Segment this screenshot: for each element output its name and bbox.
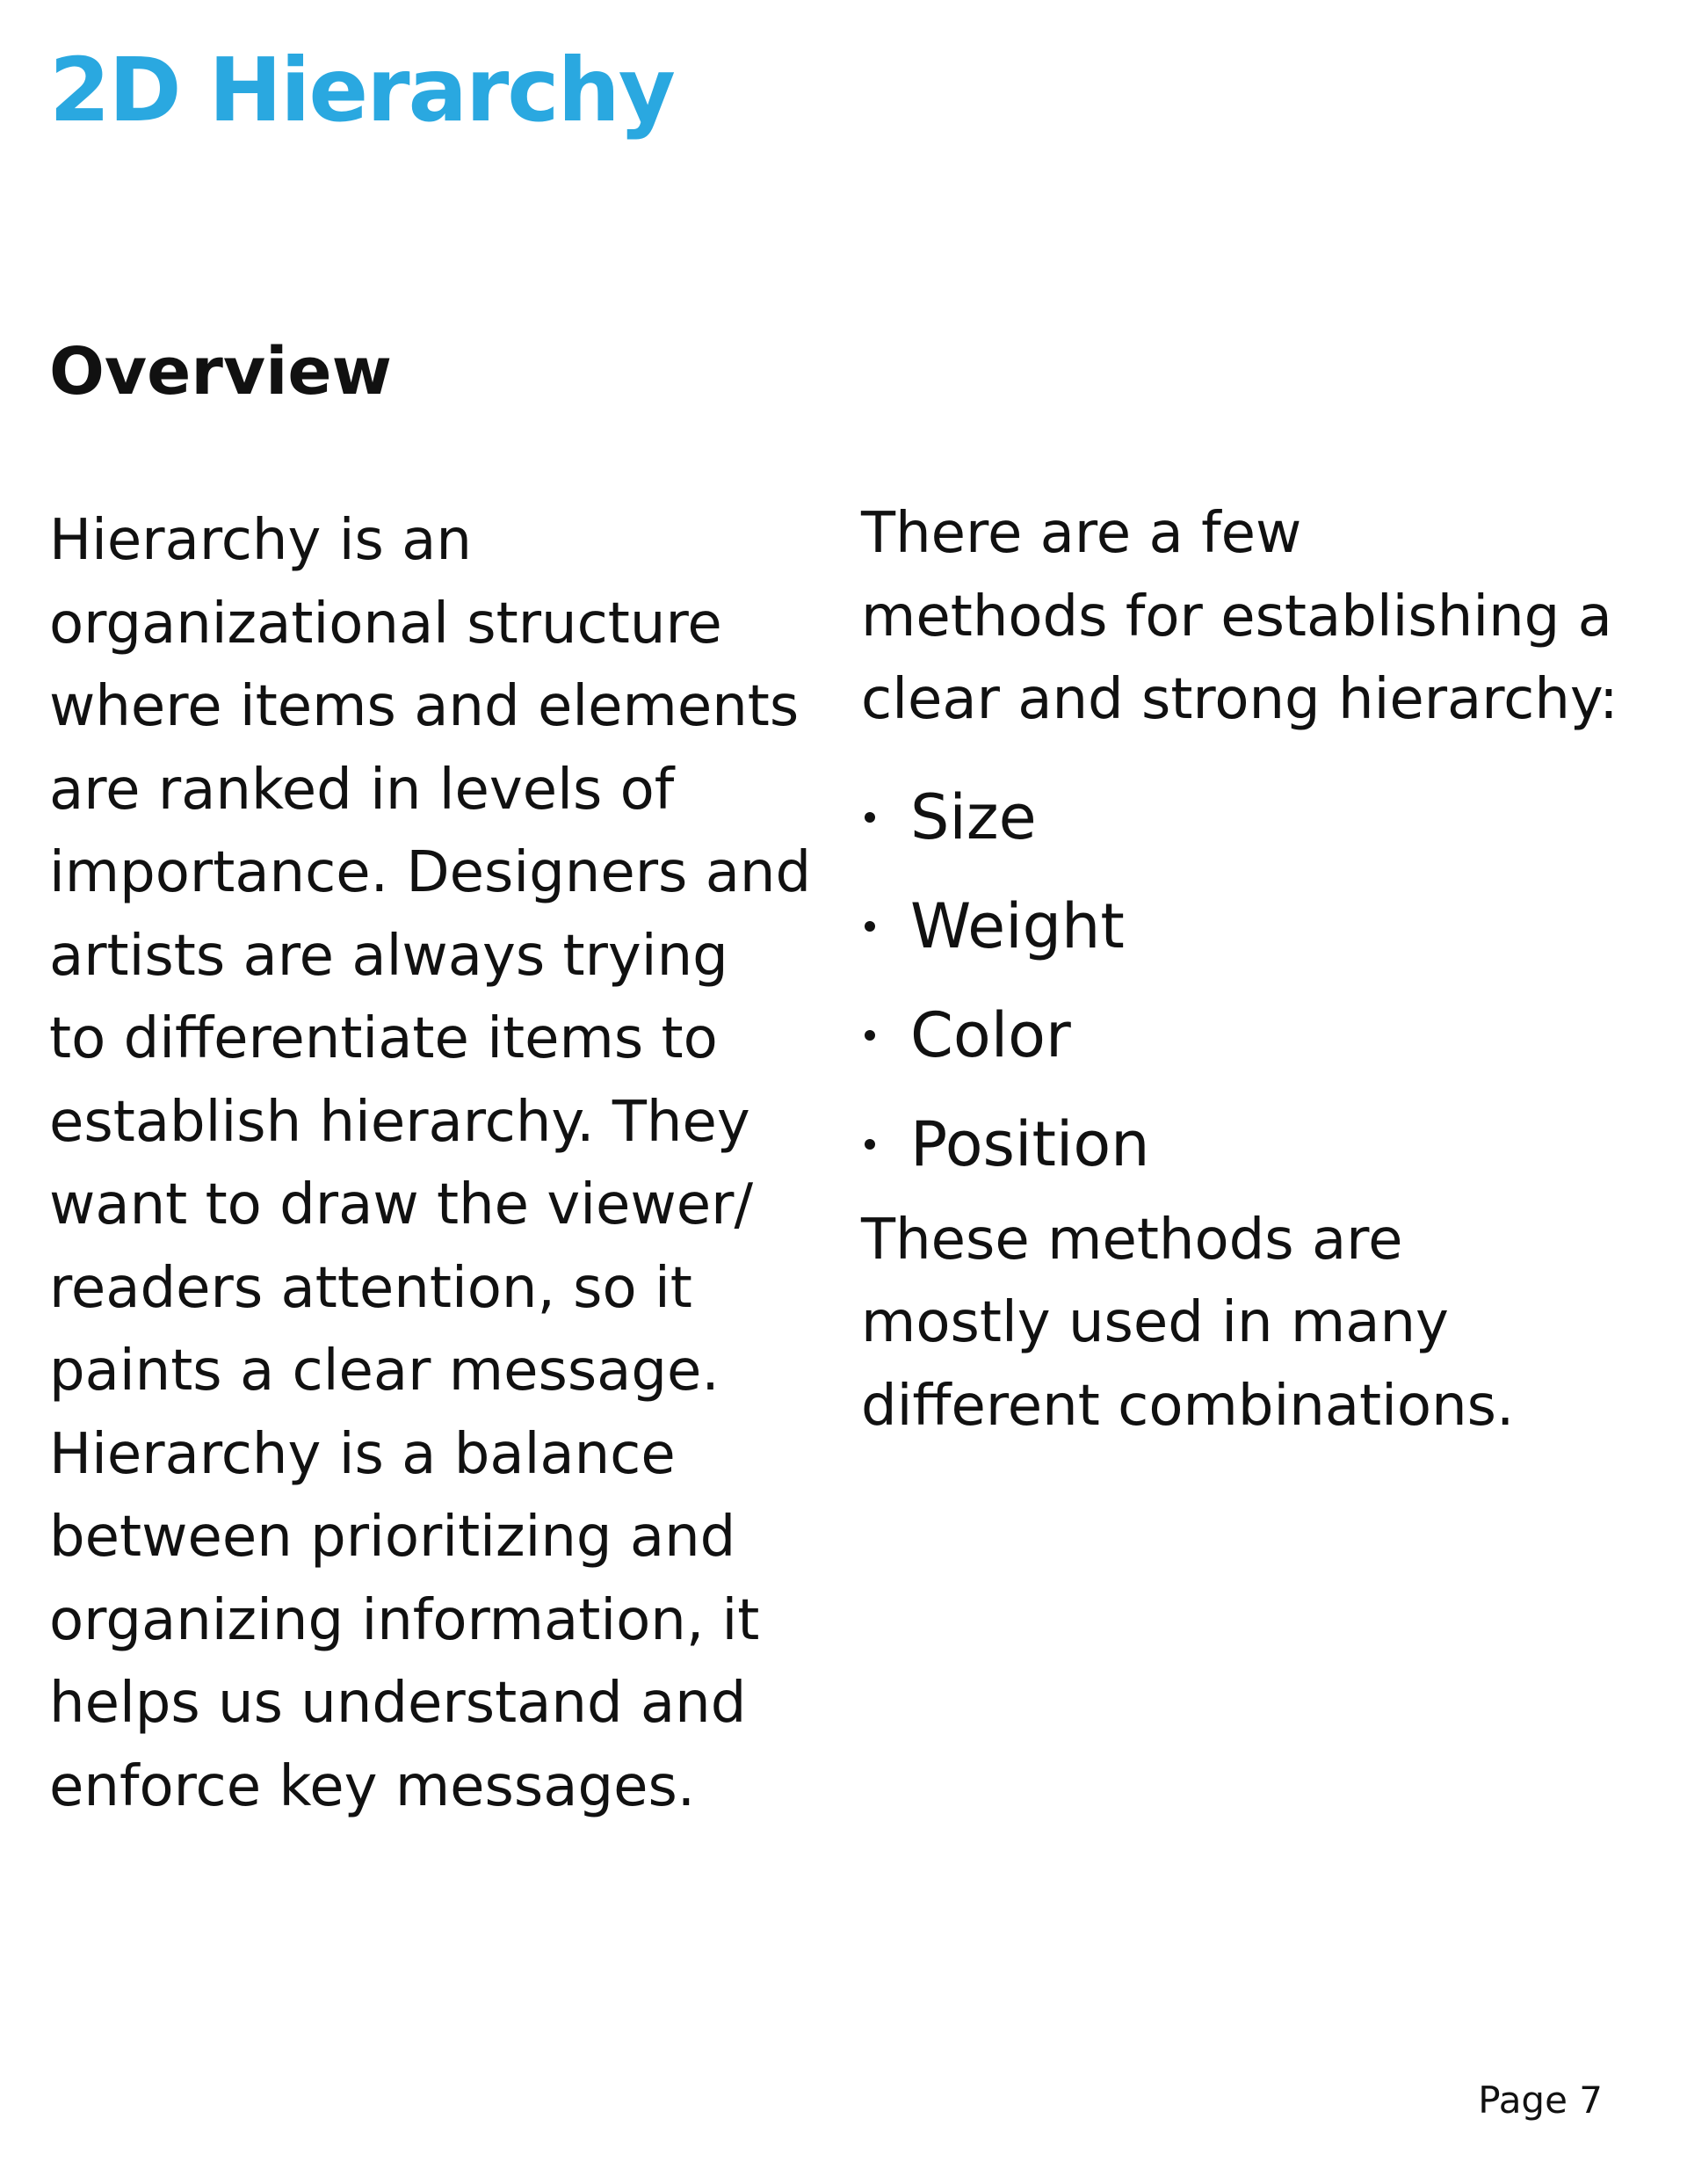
page-number: Page 7 (1478, 2079, 1603, 2122)
right-column (861, 492, 1652, 1448)
method-label: Position (910, 1107, 1150, 1180)
method-label: Size (910, 780, 1037, 853)
methods-outro-paragraph: These methods are mostly used in many different combinations. (861, 1207, 1515, 1439)
bullet-icon (865, 1139, 875, 1150)
list-item (861, 981, 1652, 1090)
method-label: Weight (910, 889, 1125, 962)
bullet-icon (865, 812, 875, 823)
methods-intro-paragraph: There are a few methods for establishing a clear and strong hierarchy: (861, 501, 1618, 732)
bullet-icon (865, 1030, 875, 1041)
list-item (861, 872, 1652, 981)
page-title: 2D Hierarchy (49, 39, 674, 141)
methods-list (861, 763, 1652, 1199)
section-heading-overview: Overview (49, 334, 392, 410)
list-item (861, 763, 1652, 872)
overview-paragraph: Hierarchy is an organizational structure where items and elements are ranked in levels of importance. Designers and artists are always trying to differentiate items to establish hierarchy. They want to draw the viewer/ readers attention, so it paints a clear message. Hierarchy is a balance between prioritizing and organizing information, it helps us understand and enforce key messages. (49, 508, 812, 1819)
method-label: Color (910, 998, 1071, 1071)
list-item (861, 1090, 1652, 1199)
bullet-icon (865, 921, 875, 932)
